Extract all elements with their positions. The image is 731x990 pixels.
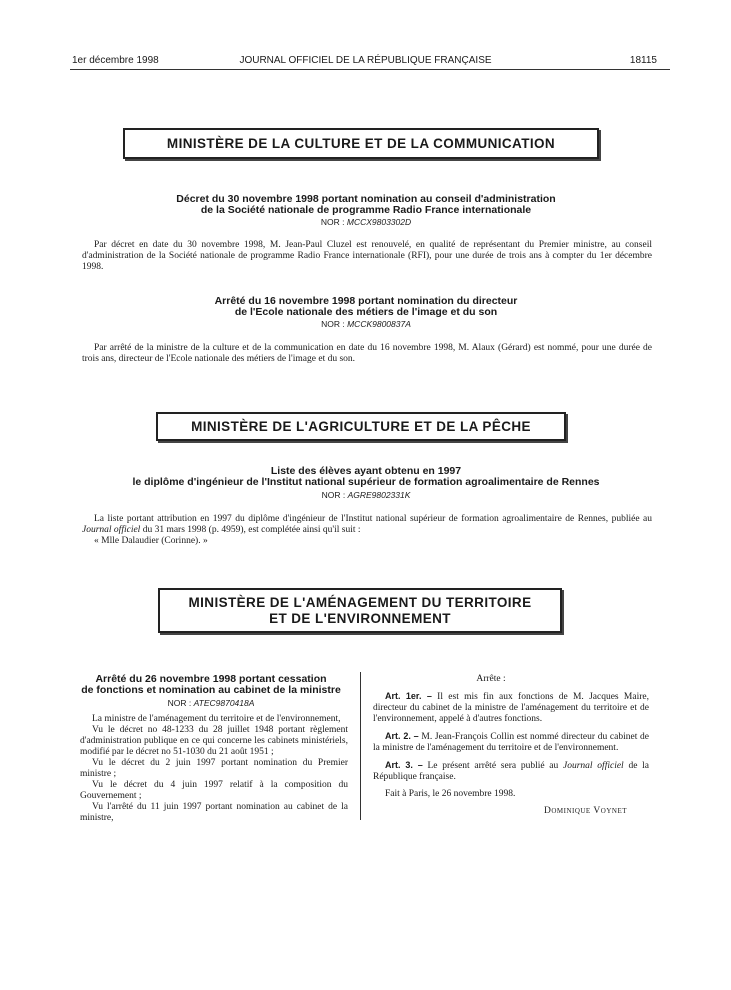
nor-label: NOR : [321, 319, 345, 329]
nor-code: MCCK9800837A [347, 319, 411, 329]
article-1 [373, 691, 649, 725]
nor-code: AGRE9802331K [347, 490, 411, 500]
article-3-text-pre: Le présent arrêté sera publié au [422, 761, 564, 771]
article-3-label: Art. 3. – [385, 760, 423, 770]
liste-eleves-title-line2: le diplôme d'ingénieur de l'Institut national supérieur de formation agroalimentaire de Rennes [132, 476, 600, 488]
decret-rfi-title [70, 194, 662, 216]
arrete-ecole-title-line1: Arrêté du 16 novembre 1998 portant nomination du directeur [214, 295, 518, 307]
article-3-text-post: de la République française. [373, 761, 650, 782]
nor-label: NOR : [321, 490, 346, 500]
article-1-label: Art. 1er. – [385, 691, 432, 701]
nor-code: ATEC9870418A [193, 698, 255, 708]
arrete-ecole-title-line2: de l'Ecole nationale des métiers de l'image et du son [234, 306, 498, 318]
decret-rfi-title-line1: Décret du 30 novembre 1998 portant nomination au conseil d'administration [176, 193, 556, 205]
arrete-ecole-nor [70, 319, 662, 329]
decret-rfi-title-line2: de la Société nationale de programme Radio France internationale [200, 204, 532, 216]
visa-paragraph: Vu le décret du 2 juin 1997 portant nomination du Premier ministre ; [80, 758, 348, 779]
journal-officiel-ref: Journal officiel [82, 525, 141, 535]
arrete-ecole-title [70, 296, 662, 318]
arrete-cabinet-title [72, 674, 350, 696]
ministry-culture-box [123, 128, 599, 159]
decret-rfi-body: Par décret en date du 30 novembre 1998, M. Jean-Paul Cluzel est renouvelé, en qualité de représentant du Premier ministre, au conseil d'administration de la Société nationale de programme Radio France internationale (RFI), pour une durée de trois ans à compter du 1er décembre 1998. [82, 240, 652, 272]
liste-eleves-title-line1: Liste des élèves ayant obtenu en 1997 [270, 465, 462, 477]
liste-eleves-text-pre: La liste portant attribution en 1997 du diplôme d'ingénieur de l'Institut national supérieur de formation agroalimentaire de Rennes, publiée au [94, 514, 652, 524]
header-rule [70, 69, 670, 70]
header-page-number: 18115 [629, 55, 657, 66]
visa-paragraph: Vu le décret du 4 juin 1997 relatif à la composition du Gouvernement ; [80, 780, 348, 801]
liste-eleves-title [70, 466, 662, 488]
visa-paragraph: La ministre de l'aménagement du territoire et de l'environnement, [92, 714, 341, 724]
signature: Dominique Voynet [543, 806, 627, 816]
column-divider [360, 672, 361, 820]
liste-eleves-nor [70, 490, 662, 500]
arrete-cabinet-nor [72, 698, 350, 708]
arrete-cabinet-visas [80, 714, 348, 824]
arrete-ecole-body: Par arrêté de la ministre de la culture et de la communication en date du 16 novembre 1998, M. Alaux (Gérard) est nommé, pour une durée de trois ans, directeur de l'Ecole nationale des métiers de l'image et du son. [82, 343, 652, 364]
article-1-text: Il est mis fin aux fonctions de M. Jacques Maire, directeur du cabinet de la ministre de l'aménagement du territoire et de l'environnement, appelé à d'autres fonctions. [373, 692, 649, 724]
liste-eleves-body [82, 514, 652, 547]
header-date: 1er décembre 1998 [72, 55, 159, 66]
visa-paragraph: Vu l'arrêté du 11 juin 1997 portant nomination au cabinet de la ministre, [80, 802, 348, 823]
liste-eleves-text-post: du 31 mars 1998 (p. 4959), est complétée ainsi qu'il suit : [140, 525, 361, 535]
ministry-culture-title: MINISTÈRE DE LA CULTURE ET DE LA COMMUNICATION [166, 136, 556, 151]
nor-code: MCCX9803302D [346, 217, 412, 227]
arrete-cabinet-articles [373, 674, 649, 817]
header-journal-title: JOURNAL OFFICIEL DE LA RÉPUBLIQUE FRANÇAISE [239, 55, 492, 66]
arrete-cabinet-title-line2: de fonctions et nomination au cabinet de la ministre [81, 684, 341, 696]
decret-rfi-nor [70, 217, 662, 227]
ministry-agriculture-box [156, 412, 566, 441]
article-2-label: Art. 2. – [385, 731, 419, 741]
nor-label: NOR : [320, 217, 345, 227]
visa-paragraph: Vu le décret no 48-1233 du 28 juillet 1948 portant règlement d'administration publique en ce qui concerne les cabinets ministériels, modifié par le décret no 51-1030 du 21 août 1951 ; [80, 725, 348, 757]
liste-eleves-quote: « Mlle Dalaudier (Corinne). » [94, 536, 208, 546]
journal-officiel-ref: Journal officiel [563, 761, 624, 771]
ministry-amenagement-box [158, 588, 562, 633]
ministry-agriculture-title: MINISTÈRE DE L'AGRICULTURE ET DE LA PÊCHE [191, 419, 531, 434]
liste-eleves-paragraph [82, 514, 652, 536]
ministry-amenagement-title-line2: ET DE L'ENVIRONNEMENT [269, 610, 451, 626]
ministry-amenagement-title-line1: MINISTÈRE DE L'AMÉNAGEMENT DU TERRITOIRE [188, 594, 532, 610]
article-2 [373, 731, 649, 754]
article-3 [373, 760, 649, 783]
nor-label: NOR : [167, 698, 192, 708]
fait-a-paris: Fait à Paris, le 26 novembre 1998. [385, 789, 516, 799]
article-2-text: M. Jean-François Collin est nommé directeur du cabinet de la ministre de l'aménagement du territoire et de l'environnement. [373, 732, 649, 753]
arrete-label: Arrête : [476, 674, 506, 684]
arrete-cabinet-title-line1: Arrêté du 26 novembre 1998 portant cessation [95, 673, 327, 685]
